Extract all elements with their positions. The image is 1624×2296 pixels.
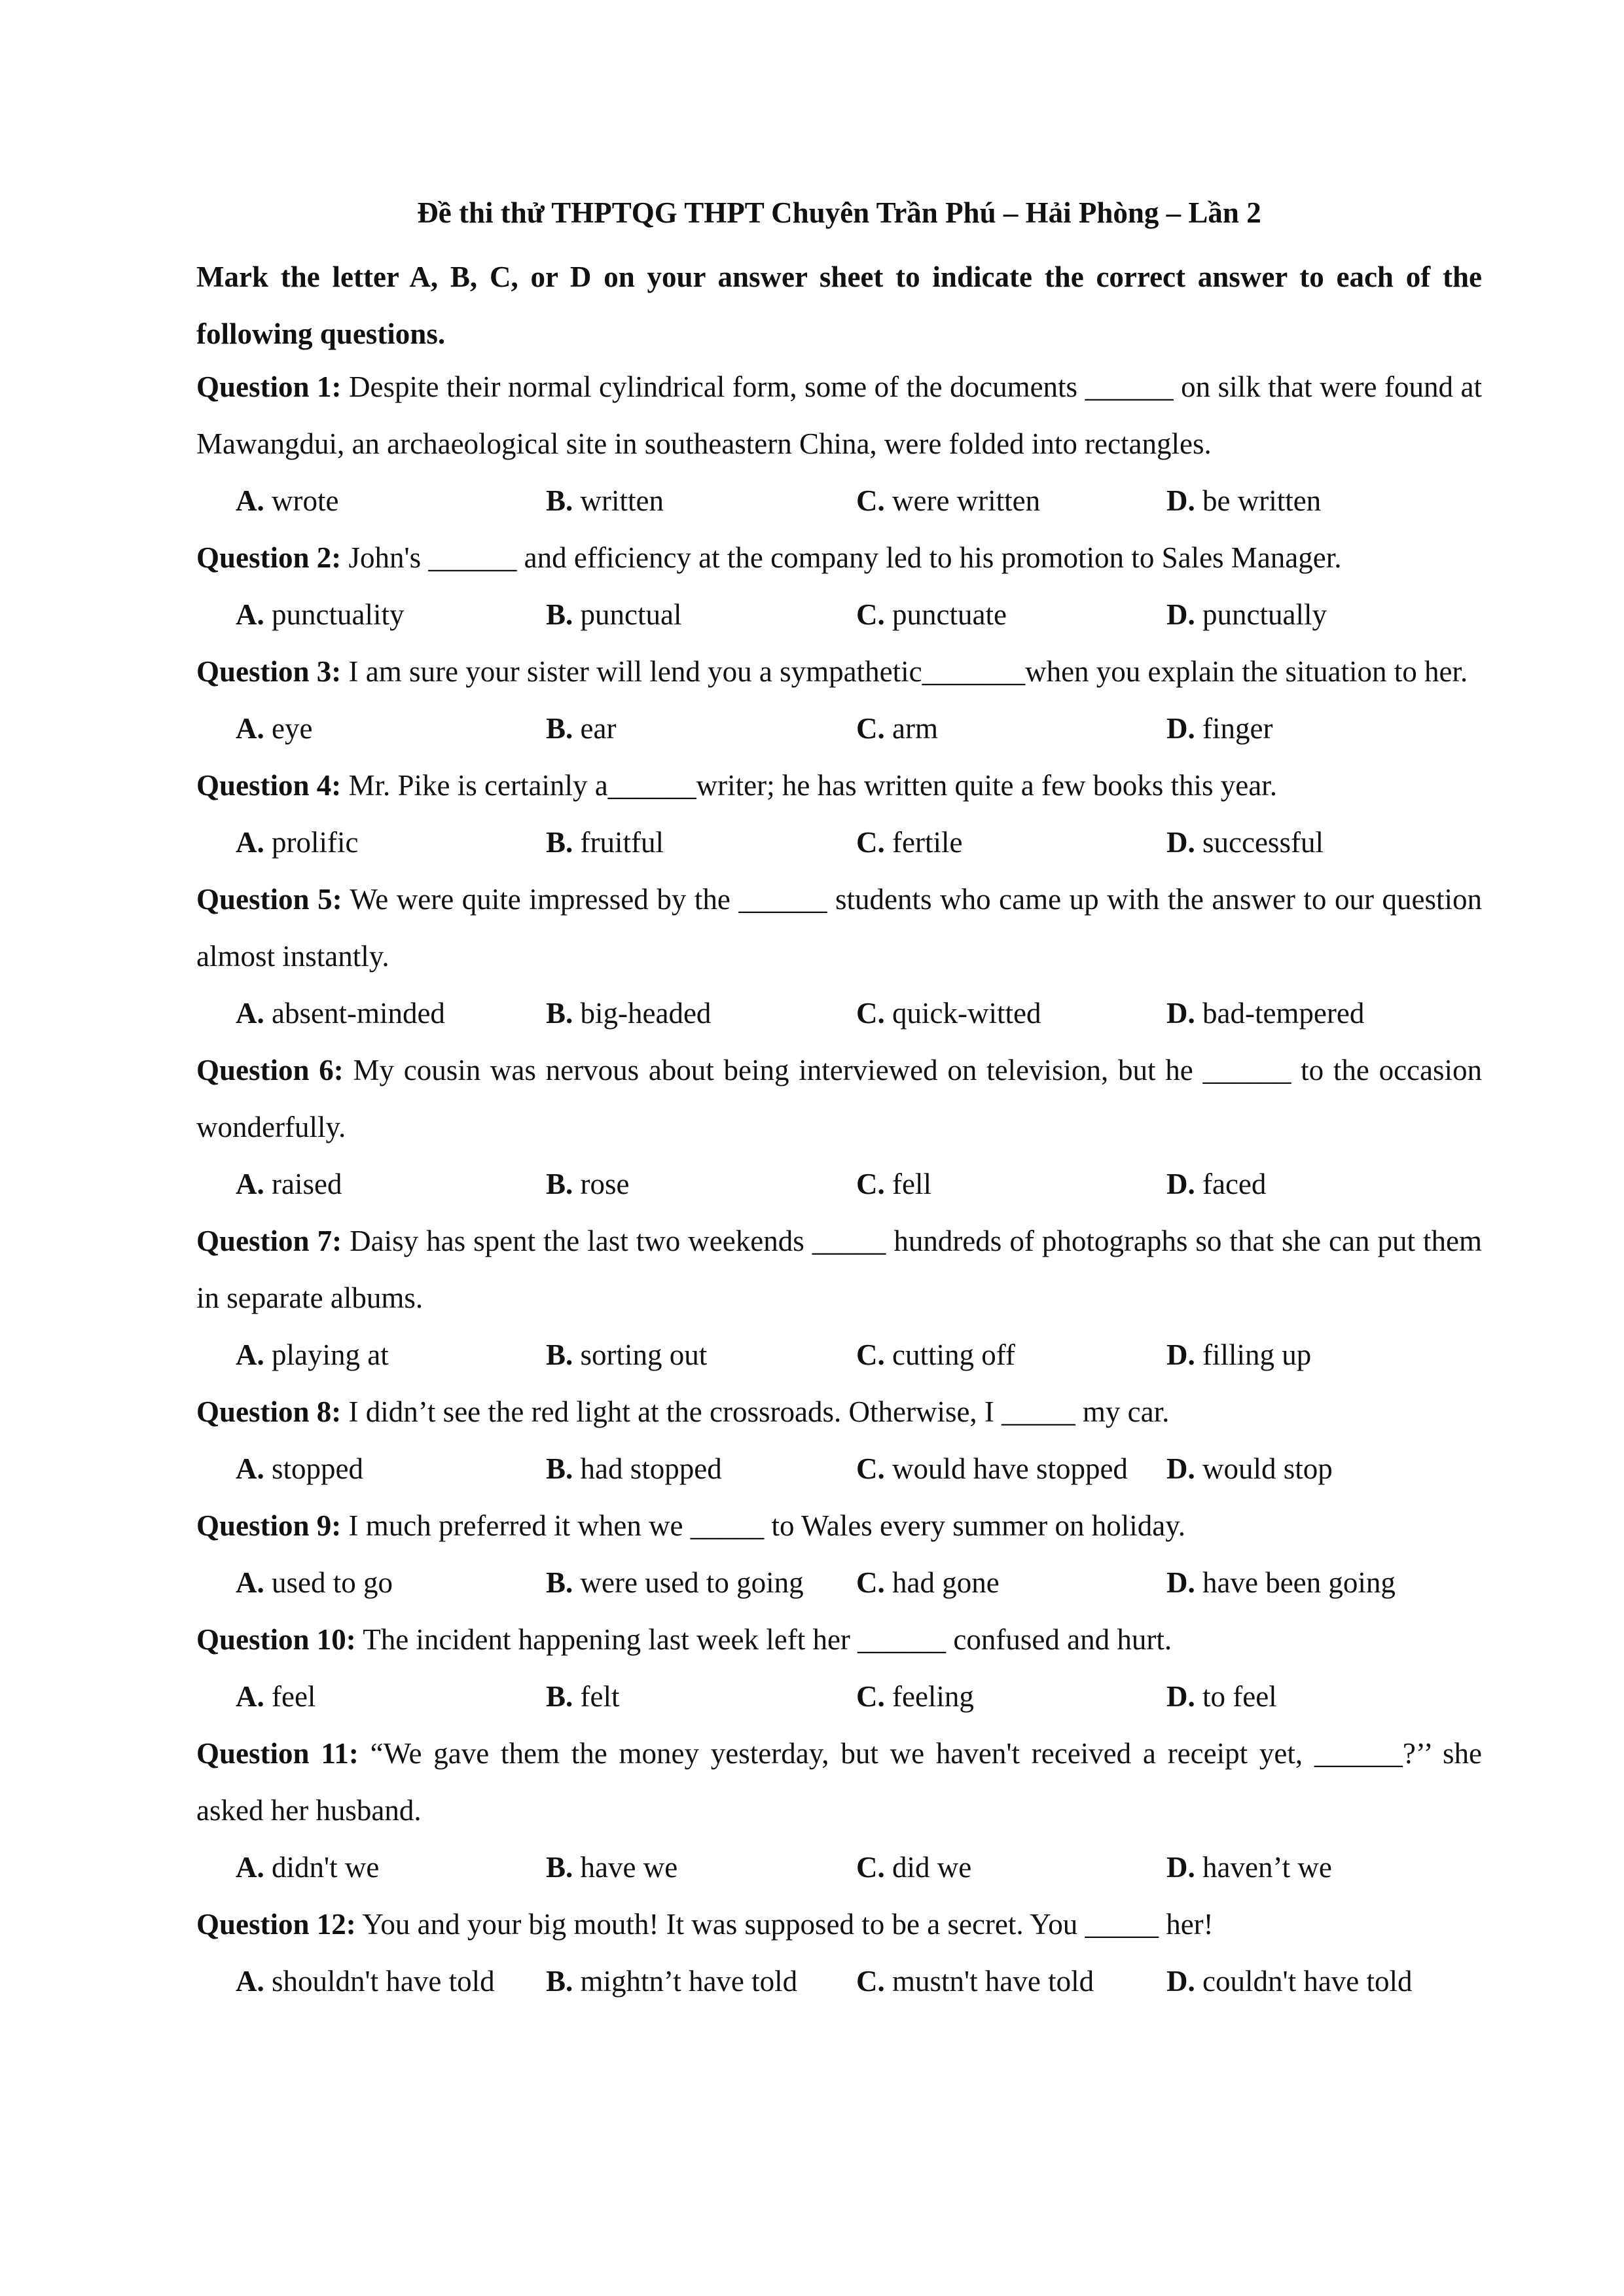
question-text [196, 757, 1482, 814]
question-text [196, 359, 1482, 473]
question-block [196, 1498, 1482, 1611]
option-letter: D. [1166, 484, 1195, 517]
option-letter: C. [856, 1680, 885, 1713]
option-text: used to go [272, 1566, 393, 1599]
option-letter: A. [236, 1965, 264, 1998]
answer-option[interactable] [856, 1554, 1166, 1611]
option-text: successful [1202, 826, 1324, 859]
question-stem: You and your big mouth! It was supposed to be a secret. You _____ her! [362, 1908, 1214, 1941]
answer-option[interactable] [236, 1327, 546, 1384]
question-text [196, 1896, 1482, 1953]
option-text: couldn't have told [1202, 1965, 1413, 1998]
question-label: Question 3: [196, 655, 342, 688]
option-text: fruitful [580, 826, 664, 859]
question-stem: Daisy has spent the last two weekends _____ hundreds of photographs so that she can put them in separate albums. [196, 1225, 1483, 1314]
option-text: have been going [1202, 1566, 1396, 1599]
option-letter: A. [236, 826, 264, 859]
option-text: were used to going [580, 1566, 804, 1599]
question-label: Question 7: [196, 1225, 342, 1257]
option-text: mightn’t have told [580, 1965, 798, 1998]
option-letter: D. [1166, 1338, 1195, 1371]
option-text: bad-tempered [1202, 997, 1365, 1030]
question-stem: My cousin was nervous about being interviewed on television, but he ______ to the occasion wonderfully. [196, 1054, 1483, 1143]
option-text: were written [892, 484, 1041, 517]
option-text: had gone [892, 1566, 1000, 1599]
option-letter: C. [856, 997, 885, 1030]
question-label: Question 1: [196, 370, 342, 403]
question-list [196, 359, 1482, 2010]
option-text: shouldn't have told [272, 1965, 495, 1998]
option-letter: C. [856, 712, 885, 745]
answer-option[interactable] [1166, 1441, 1477, 1498]
option-letter: D. [1166, 826, 1195, 859]
answer-option[interactable] [1166, 1839, 1477, 1896]
question-label: Question 12: [196, 1908, 356, 1941]
answer-option[interactable] [1166, 1156, 1477, 1213]
answer-options [196, 1839, 1482, 1896]
question-stem: I am sure your sister will lend you a sympathetic_______when you explain the situation to her. [348, 655, 1468, 688]
option-letter: A. [236, 484, 264, 517]
option-text: absent-minded [272, 997, 445, 1030]
answer-option[interactable] [856, 1156, 1166, 1213]
option-text: mustn't have told [892, 1965, 1094, 1998]
answer-option[interactable] [546, 814, 856, 871]
question-block [196, 871, 1482, 1042]
option-text: punctuate [892, 598, 1007, 631]
option-letter: B. [546, 997, 573, 1030]
question-text [196, 1042, 1482, 1156]
option-text: big-headed [580, 997, 712, 1030]
answer-option[interactable] [236, 700, 546, 757]
option-text: wrote [272, 484, 339, 517]
option-letter: A. [236, 1452, 264, 1485]
answer-options [196, 814, 1482, 871]
question-block [196, 1725, 1482, 1896]
answer-option[interactable] [236, 1156, 546, 1213]
answer-options [196, 1156, 1482, 1213]
answer-option[interactable] [546, 1668, 856, 1725]
answer-option[interactable] [236, 1441, 546, 1498]
option-letter: C. [856, 1338, 885, 1371]
option-letter: C. [856, 484, 885, 517]
answer-option[interactable] [236, 1554, 546, 1611]
answer-option[interactable] [1166, 1668, 1477, 1725]
option-letter: D. [1166, 1168, 1195, 1200]
option-text: haven’t we [1202, 1851, 1332, 1884]
answer-option[interactable] [856, 985, 1166, 1042]
question-block [196, 1611, 1482, 1725]
option-letter: D. [1166, 1965, 1195, 1998]
option-letter: C. [856, 826, 885, 859]
question-label: Question 2: [196, 541, 342, 574]
option-letter: A. [236, 598, 264, 631]
question-stem: We were quite impressed by the ______ students who came up with the answer to our question almost instantly. [196, 883, 1483, 973]
option-letter: A. [236, 1338, 264, 1371]
answer-options [196, 1441, 1482, 1498]
option-letter: B. [546, 1168, 573, 1200]
option-text: eye [272, 712, 313, 745]
option-text: punctuality [272, 598, 405, 631]
option-letter: B. [546, 598, 573, 631]
option-text: prolific [272, 826, 359, 859]
answer-options [196, 1953, 1482, 2010]
answer-option[interactable] [546, 700, 856, 757]
option-letter: B. [546, 712, 573, 745]
answer-option[interactable] [856, 814, 1166, 871]
option-letter: C. [856, 1965, 885, 1998]
question-label: Question 6: [196, 1054, 344, 1086]
question-text [196, 1384, 1482, 1441]
answer-option[interactable] [236, 1668, 546, 1725]
answer-option[interactable] [546, 586, 856, 643]
answer-option[interactable] [546, 473, 856, 529]
answer-option[interactable] [546, 1327, 856, 1384]
option-letter: C. [856, 1452, 885, 1485]
answer-option[interactable] [856, 1327, 1166, 1384]
answer-option[interactable] [546, 1953, 856, 2010]
option-letter: A. [236, 1851, 264, 1884]
option-text: playing at [272, 1338, 389, 1371]
question-label: Question 4: [196, 769, 342, 802]
question-block [196, 529, 1482, 643]
question-stem: Despite their normal cylindrical form, some of the documents ______ on silk that were found at Mawangdui, an archaeological site in southeastern China, were folded into rectangles. [196, 370, 1483, 460]
option-letter: A. [236, 1680, 264, 1713]
option-text: quick-witted [892, 997, 1041, 1030]
option-text: be written [1202, 484, 1322, 517]
answer-option[interactable] [856, 586, 1166, 643]
answer-option[interactable] [856, 1953, 1166, 2010]
option-letter: D. [1166, 1851, 1195, 1884]
question-stem: Mr. Pike is certainly a______writer; he has written quite a few books this year. [348, 769, 1277, 802]
question-block [196, 1896, 1482, 2010]
answer-option[interactable] [546, 1554, 856, 1611]
answer-options [196, 1668, 1482, 1725]
option-letter: D. [1166, 1566, 1195, 1599]
option-letter: D. [1166, 1680, 1195, 1713]
question-stem: John's ______ and efficiency at the company led to his promotion to Sales Manager. [348, 541, 1342, 574]
answer-option[interactable] [1166, 1327, 1477, 1384]
answer-option[interactable] [236, 473, 546, 529]
question-block [196, 1213, 1482, 1384]
option-text: had stopped [580, 1452, 722, 1485]
option-text: would have stopped [892, 1452, 1128, 1485]
option-letter: A. [236, 1566, 264, 1599]
question-label: Question 10: [196, 1623, 356, 1656]
answer-options [196, 985, 1482, 1042]
option-text: arm [892, 712, 938, 745]
answer-option[interactable] [1166, 985, 1477, 1042]
question-block [196, 643, 1482, 757]
option-letter: A. [236, 997, 264, 1030]
option-text: to feel [1202, 1680, 1277, 1713]
question-text [196, 643, 1482, 700]
option-text: would stop [1202, 1452, 1333, 1485]
question-label: Question 11: [196, 1737, 359, 1770]
option-letter: D. [1166, 712, 1195, 745]
option-text: stopped [272, 1452, 363, 1485]
answer-option[interactable] [546, 1156, 856, 1213]
answer-options [196, 586, 1482, 643]
question-stem: I didn’t see the red light at the crossroads. Otherwise, I _____ my car. [348, 1395, 1170, 1428]
option-letter: D. [1166, 1452, 1195, 1485]
option-text: finger [1202, 712, 1273, 745]
option-text: written [580, 484, 664, 517]
question-text [196, 1213, 1482, 1327]
option-text: fell [892, 1168, 931, 1200]
question-stem: “We gave them the money yesterday, but we haven't received a receipt yet, ______?’’ she asked her husband. [196, 1737, 1482, 1827]
answer-option[interactable] [546, 1441, 856, 1498]
option-letter: B. [546, 1566, 573, 1599]
question-text [196, 1611, 1482, 1668]
answer-option[interactable] [236, 1953, 546, 2010]
question-text [196, 1498, 1482, 1554]
page-title: Đề thi thử THPTQG THPT Chuyên Trần Phú – Hải Phòng – Lần 2 [417, 196, 1261, 229]
answer-option[interactable] [236, 814, 546, 871]
option-text: didn't we [272, 1851, 380, 1884]
option-text: faced [1202, 1168, 1267, 1200]
answer-option[interactable] [1166, 814, 1477, 871]
option-text: rose [580, 1168, 630, 1200]
option-letter: B. [546, 1680, 573, 1713]
option-text: fertile [892, 826, 963, 859]
option-text: filling up [1202, 1338, 1312, 1371]
answer-options [196, 1327, 1482, 1384]
option-letter: A. [236, 712, 264, 745]
instruction-text: Mark the letter A, B, C, or D on your answer sheet to indicate the correct answer to each of the following questions. [196, 260, 1482, 350]
answer-option[interactable] [236, 1839, 546, 1896]
option-letter: D. [1166, 598, 1195, 631]
option-text: did we [892, 1851, 972, 1884]
option-letter: A. [236, 1168, 264, 1200]
option-letter: C. [856, 598, 885, 631]
question-stem: I much preferred it when we _____ to Wales every summer on holiday. [348, 1509, 1186, 1542]
option-text: feeling [892, 1680, 974, 1713]
answer-option[interactable] [856, 1441, 1166, 1498]
question-text [196, 1725, 1482, 1839]
answer-option[interactable] [236, 586, 546, 643]
option-text: ear [580, 712, 617, 745]
option-letter: C. [856, 1566, 885, 1599]
answer-option[interactable] [1166, 1953, 1477, 2010]
option-letter: C. [856, 1851, 885, 1884]
option-text: sorting out [580, 1338, 708, 1371]
option-text: felt [580, 1680, 620, 1713]
answer-option[interactable] [546, 1839, 856, 1896]
answer-options [196, 473, 1482, 529]
answer-options [196, 700, 1482, 757]
option-text: raised [272, 1168, 342, 1200]
option-letter: B. [546, 1338, 573, 1371]
question-block [196, 1384, 1482, 1498]
question-stem: The incident happening last week left her ______ confused and hurt. [363, 1623, 1172, 1656]
option-text: punctually [1202, 598, 1327, 631]
answer-options [196, 1554, 1482, 1611]
question-label: Question 5: [196, 883, 342, 916]
answer-option[interactable] [856, 1668, 1166, 1725]
option-letter: B. [546, 1452, 573, 1485]
question-block [196, 757, 1482, 871]
answer-option[interactable] [1166, 700, 1477, 757]
option-text: feel [272, 1680, 316, 1713]
option-letter: B. [546, 826, 573, 859]
question-block [196, 359, 1482, 529]
question-text [196, 529, 1482, 586]
answer-option[interactable] [856, 473, 1166, 529]
answer-option[interactable] [1166, 586, 1477, 643]
answer-option[interactable] [856, 1839, 1166, 1896]
answer-option[interactable] [856, 700, 1166, 757]
answer-option[interactable] [1166, 473, 1477, 529]
option-letter: B. [546, 484, 573, 517]
option-text: have we [580, 1851, 678, 1884]
option-letter: C. [856, 1168, 885, 1200]
question-block [196, 1042, 1482, 1213]
option-text: cutting off [892, 1338, 1015, 1371]
question-label: Question 8: [196, 1395, 342, 1428]
answer-option[interactable] [1166, 1554, 1477, 1611]
answer-option[interactable] [236, 985, 546, 1042]
option-letter: B. [546, 1965, 573, 1998]
answer-option[interactable] [546, 985, 856, 1042]
question-text [196, 871, 1482, 985]
question-label: Question 9: [196, 1509, 342, 1542]
option-text: punctual [580, 598, 682, 631]
option-letter: D. [1166, 997, 1195, 1030]
option-letter: B. [546, 1851, 573, 1884]
